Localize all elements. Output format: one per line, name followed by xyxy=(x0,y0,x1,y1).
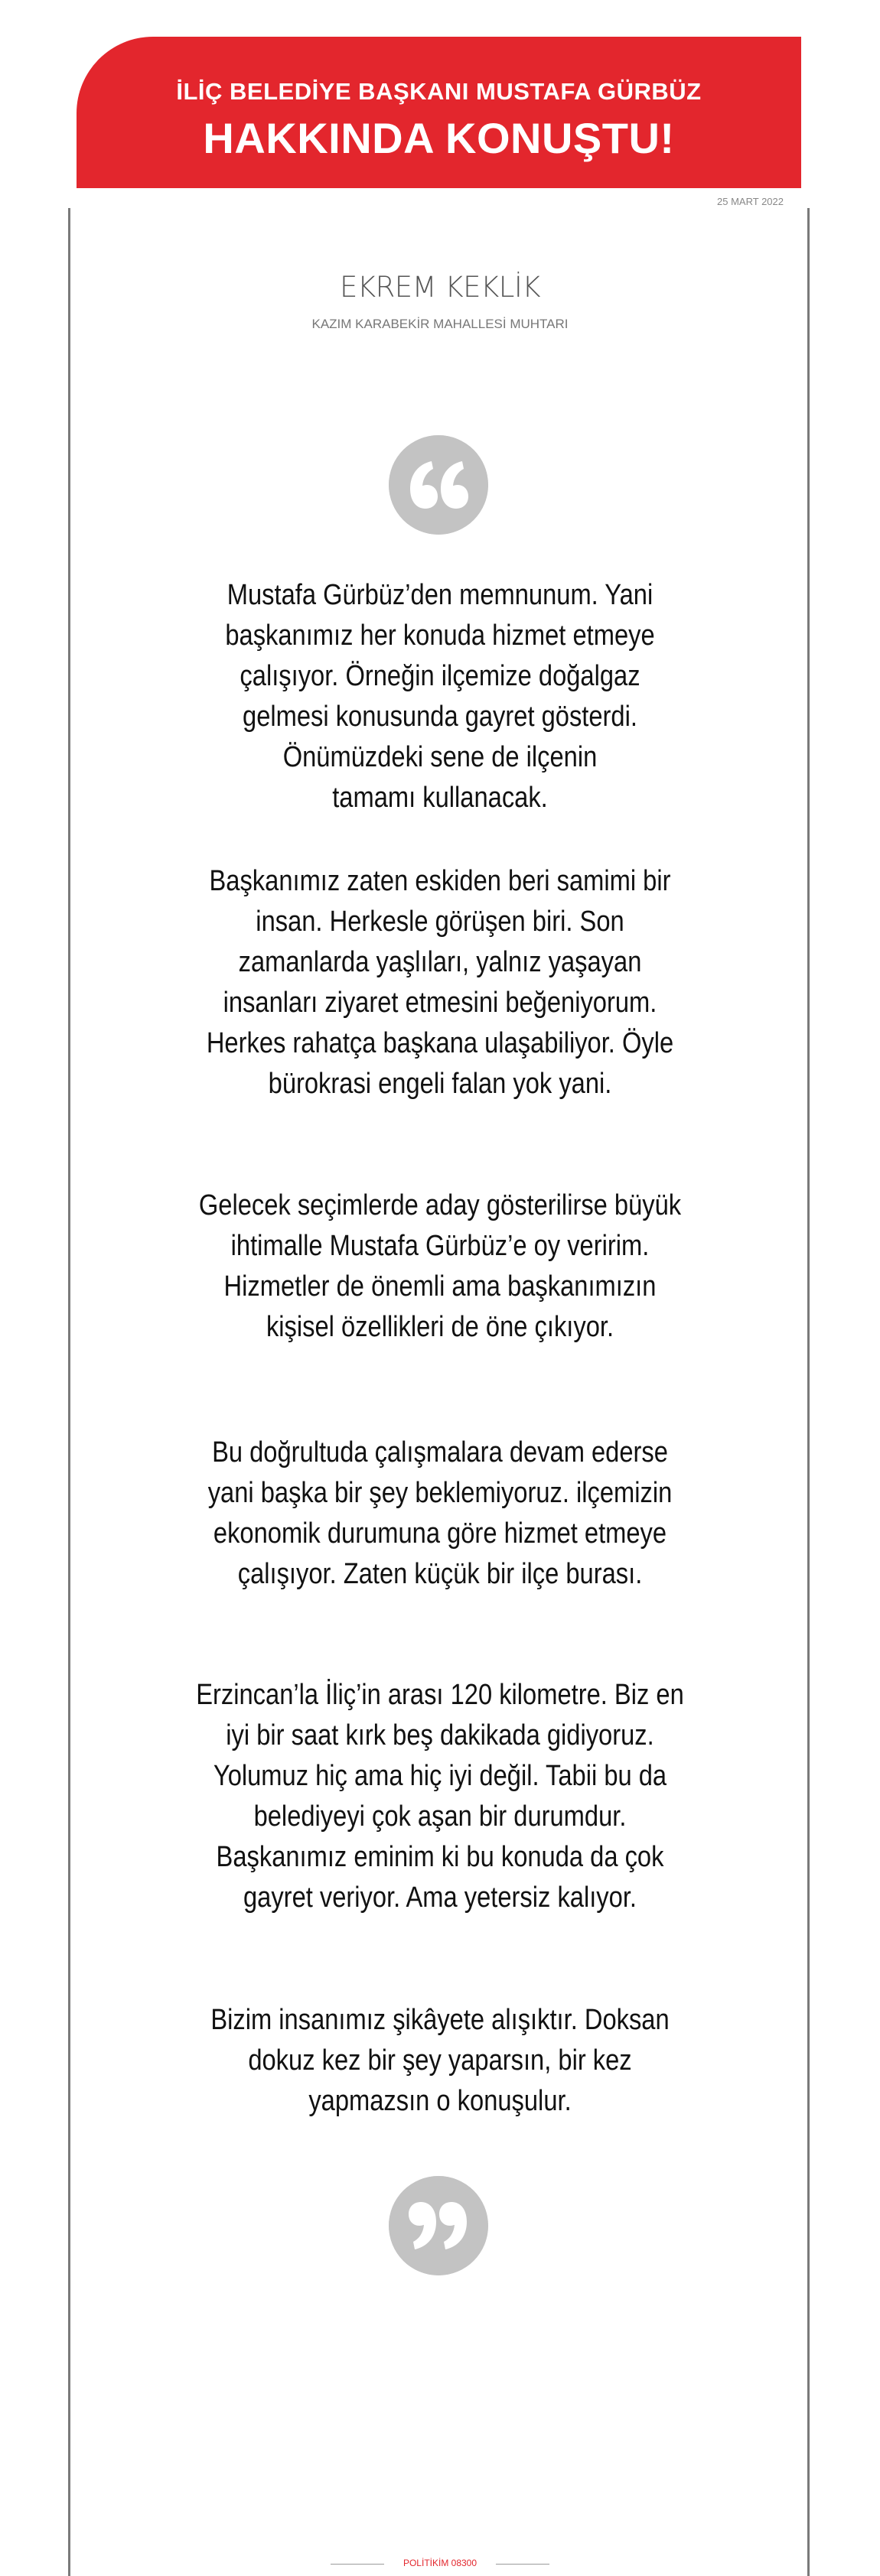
footer-label: POLİTİKİM 08300 xyxy=(403,2558,477,2568)
author-title: KAZIM KARABEKİR MAHALLESİ MUHTARI xyxy=(311,317,569,331)
headline-banner xyxy=(77,37,801,188)
publish-date: 25 MART 2022 xyxy=(717,196,784,207)
author-name: EKREM KEKLİK xyxy=(339,271,541,304)
quote-paragraph: Başkanımız zaten eskiden beri samimi bir insan. Herkesle görüşen biri. Son zamanlarda yaşlıları, yalnız yaşayan insanları ziyaret etmesini beğeniyorum. Herkes rahatça başkana ulaşabiliyor. Öyle bürokrasi engeli falan yok yani. xyxy=(206,865,674,1100)
quote-close-icon xyxy=(389,2176,488,2275)
headline-line-2: HAKKINDA KONUŞTU! xyxy=(203,114,675,162)
quote-paragraph: Erzincan’la İliç’in arası 120 kilometre. Biz en iyi bir saat kırk beş dakikada gidiyoruz. Yolumuz hiç ama hiç iyi değil. Tabii bu da belediyeyi çok aşan bir durumdur. Başkanımız eminim ki bu konuda da çok gayret veriyor. Ama yetersiz kalıyor. xyxy=(196,1679,684,1914)
quote-paragraph: Gelecek seçimlerde aday gösterilirse büyük ihtimalle Mustafa Gürbüz’e oy veririm. Hizmetler de önemli ama başkanımızın kişisel özellikleri de öne çıkıyor. xyxy=(198,1189,682,1343)
frame-right-border xyxy=(807,208,810,2576)
quote-paragraph: Bu doğrultuda çalışmalara devam ederse yani başka bir şey beklemiyoruz. ilçemizin ekonomik durumuna göre hizmet etmeye çalışıyor. Zaten küçük bir ilçe burası. xyxy=(207,1436,673,1590)
footer-rule-right xyxy=(496,2564,549,2565)
quote-open-icon xyxy=(389,435,488,535)
quote-paragraph: Mustafa Gürbüz’den memnunum. Yani başkanımız her konuda hizmet etmeye çalışıyor. Örneğin ilçemize doğalgaz gelmesi konusunda gayret gösterdi. Önümüzdeki sene de ilçenin tamamı kullanacak. xyxy=(225,579,655,814)
quote-paragraph: Bizim insanımız şikâyete alışıktır. Doksan dokuz kez bir şey yaparsın, bir kez yapmazsın o konuşulur. xyxy=(210,2004,670,2117)
frame-left-border xyxy=(68,208,70,2576)
headline-line-1: İLİÇ BELEDİYE BAŞKANI MUSTAFA GÜRBÜZ xyxy=(176,78,702,105)
